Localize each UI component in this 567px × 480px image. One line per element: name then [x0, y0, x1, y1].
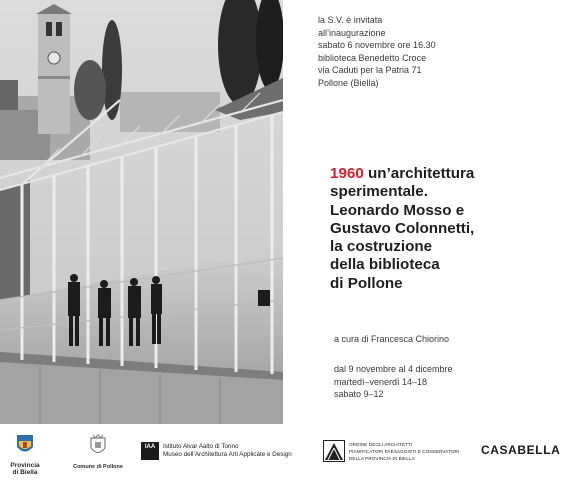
title-line-rest: un’architettura: [363, 165, 475, 182]
dates-line: martedì–venerdì 14–18: [334, 376, 428, 387]
provincia-line: Provincia: [10, 462, 40, 469]
title-year: 1960: [330, 165, 364, 182]
invitation-panel: [318, 0, 567, 424]
construction-photo: [0, 0, 283, 424]
casabella-logo: [481, 443, 560, 457]
title-line: di Pollone: [330, 274, 403, 292]
comune-di-pollone-logo: [70, 434, 126, 470]
ordine-line: ORDINE DEGLI ARCHITETTI: [349, 442, 413, 447]
provincia-di-biella-logo: [8, 434, 42, 476]
invite-line: Pollone (Biella): [318, 77, 379, 88]
curator-credit: a cura di Francesca Chiorino: [334, 334, 450, 344]
invite-line: biblioteca Benedetto Croce: [318, 52, 427, 63]
ordine-mark-icon: [323, 440, 345, 462]
exhibition-title: [330, 165, 474, 293]
title-line: Leonardo Mosso e: [330, 201, 465, 219]
invite-line: la S.V. è invitata: [318, 15, 383, 25]
dates-line: sabato 9–12: [334, 389, 384, 399]
exhibition-dates: [334, 363, 453, 401]
bell-tower: [36, 4, 72, 134]
title-line: sperimentale.: [330, 183, 428, 201]
sponsor-logos: [0, 424, 567, 480]
invite-line: sabato 6 novembre ore 16.30: [318, 40, 436, 50]
comune-label: Comune di Pollone: [73, 464, 123, 470]
coat-of-arms-icon: [87, 434, 109, 458]
title-line: Gustavo Colonnetti,: [330, 219, 475, 237]
invitation-details: [318, 14, 436, 89]
invite-line: all’inaugurazione: [318, 27, 386, 38]
title-line: [330, 165, 474, 183]
provincia-line: di Biella: [12, 469, 38, 476]
iaa-badge: IAA: [141, 442, 159, 460]
casabella-wordmark: CASABELLA: [481, 443, 561, 457]
iaa-line: Istituto Alvar Aalto di Torino: [163, 443, 239, 450]
crest-icon: [14, 434, 36, 456]
ordine-line: DELLA PROVINCIA DI BIELLA: [349, 456, 415, 461]
invite-line: via Caduti per la Patria 71: [318, 65, 422, 75]
iaa-line: Museo dell’Architettura Arti Applicate e Design: [163, 451, 292, 458]
title-line: la costruzione: [330, 238, 433, 256]
dates-line: dal 9 novembre al 4 dicembre: [334, 364, 453, 374]
title-line: della biblioteca: [330, 256, 440, 274]
ordine-line: PIANIFICATORI PAESAGGISTI E CONSERVATORI: [349, 449, 460, 454]
